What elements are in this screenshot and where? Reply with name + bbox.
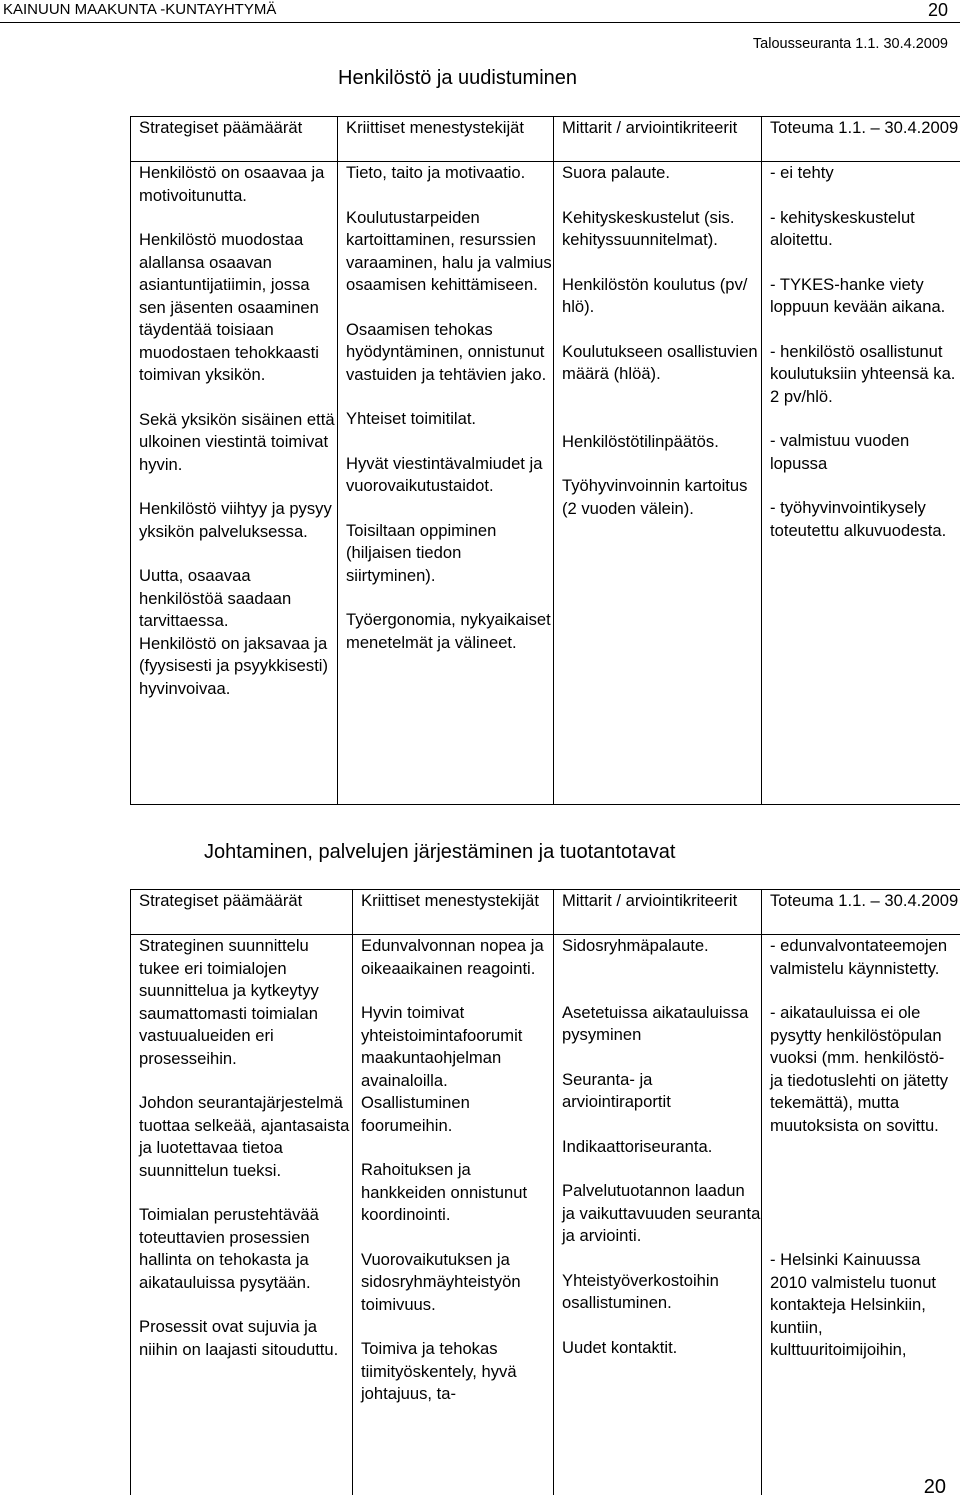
result-text: - valmistuu vuoden lopussa: [770, 431, 910, 473]
table-header-row: [131, 890, 960, 935]
goals-cell: [131, 935, 353, 1496]
metric-text: Asetetuissa aikatauluissa pysyminen: [562, 1002, 749, 1044]
result-text: - edunvalvontateemojen valmistelu käynnistetty.: [770, 936, 948, 978]
factor-text: Toimiva ja tehokas tiimityöskentely, hyvä johtajuus, ta-: [361, 1339, 517, 1403]
success-factors-cell: [338, 162, 554, 805]
factor-text: Vuorovaikutuksen ja sidosryhmäyhteistyön toimivuus.: [361, 1249, 521, 1314]
metric-text: Yhteistyöverkostoihin osallistuminen.: [562, 1270, 719, 1312]
personnel-table: [130, 116, 960, 805]
page-number-bottom: 20: [923, 1476, 946, 1498]
goal-text: Toimialan perustehtävää toteuttavien prosessien hallinta on tehokasta ja aikatauluissa pysytään.: [139, 1205, 319, 1292]
table-row: [131, 935, 960, 1496]
result-text: - kehityskeskustelut aloitettu.: [770, 207, 915, 249]
result-text: - aikatauluissa ei ole pysytty henkilöstöpulan vuoksi (mm. henkilöstö- ja tiedotuslehti on jätetty tekemättä), mutta muutoksista on sovittu.: [770, 1003, 949, 1135]
header-cell: Mittarit / arviointikriteerit: [554, 890, 762, 935]
factor-text: Rahoituksen ja hankkeiden onnistunut koordinointi.: [361, 1160, 528, 1224]
factor-text: Hyvin toimivat yhteistoimintafoorumit maakuntaohjelman avainaloilla. Osallistuminen foorumeihin.: [361, 1003, 523, 1135]
table-row: [131, 162, 960, 805]
metric-text: Indikaattoriseuranta.: [562, 1136, 713, 1156]
header-cell: Toteuma 1.1. – 30.4.2009: [762, 117, 960, 162]
results-cell: [762, 935, 960, 1496]
header-cell: Mittarit / arviointikriteerit: [554, 117, 762, 162]
header-cell: Kriittiset menestystekijät: [338, 117, 554, 162]
factor-text: Koulutustarpeiden kartoittaminen, resurssien varaaminen, halu ja valmius osaamisen kehittämiseen.: [346, 207, 552, 294]
metric-text: Kehityskeskustelut (sis. kehityssuunnitelmat).: [562, 207, 735, 249]
factor-text: Työergonomia, nykyaikaiset menetelmät ja välineet.: [346, 610, 551, 652]
header-cell: Toteuma 1.1. – 30.4.2009: [762, 890, 960, 935]
metrics-cell: [554, 935, 762, 1496]
header-cell: Kriittiset menestystekijät: [353, 890, 554, 935]
metric-text: Uudet kontaktit.: [562, 1337, 678, 1357]
goal-text: Henkilöstö muodostaa alallansa osaavan asiantuntijatiimin, jossa sen jäsenten osaaminen täydentää toisiaan muodostaen tehokkaasti toimivan yksikön.: [139, 230, 319, 384]
metric-text: Palvelutuotannon laadun ja vaikuttavuuden seuranta ja arviointi.: [562, 1181, 761, 1245]
page-number-top: 20: [927, 0, 948, 20]
goal-text: Henkilöstö on jaksavaa ja (fyysisesti ja psyykkisesti) hyvinvoivaa.: [139, 633, 329, 698]
metric-text: Suora palaute.: [562, 163, 670, 182]
header-divider: [0, 22, 960, 23]
goal-text: Strateginen suunnittelu tukee eri toimialojen suunnittelua ja kytkeytyy saumattomasti toimialan vastuualueiden eri prosesseihin.: [139, 936, 319, 1068]
table-header-row: [131, 117, 960, 162]
goal-text: Uutta, osaavaa henkilöstöä saadaan tarvittaessa.: [139, 566, 292, 630]
metric-text: Sidosryhmäpalaute.: [562, 936, 709, 955]
results-cell: [762, 162, 960, 805]
management-table: [130, 889, 960, 1495]
header-cell: Strategiset päämäärät: [131, 890, 353, 935]
result-text: - henkilöstö osallistunut koulutuksiin yhteensä ka. 2 pv/hlö.: [770, 341, 956, 406]
organization-name: KAINUUN MAAKUNTA -KUNTAYHTYMÄ: [3, 1, 277, 18]
factor-text: Osaamisen tehokas hyödyntäminen, onnistunut vastuiden ja tehtävien jako.: [346, 319, 547, 384]
goal-text: Prosessit ovat sujuvia ja niihin on laajasti sitouduttu.: [139, 1317, 339, 1359]
metric-text: Henkilöstön koulutus (pv/ hlö).: [562, 274, 748, 316]
metrics-cell: [554, 162, 762, 805]
report-title: Talousseuranta 1.1. 30.4.2009: [752, 36, 948, 52]
result-text: - Helsinki Kainuussa 2010 valmistelu tuonut kontakteja Helsinkiin, kuntiin, kulttuuritoimijoihin,: [770, 1250, 937, 1359]
metric-text: Työhyvinvoinnin kartoitus (2 vuoden välein).: [562, 476, 748, 518]
factor-text: Edunvalvonnan nopea ja oikeaaikainen reagointi.: [361, 936, 544, 978]
goal-text: Johdon seurantajärjestelmä tuottaa selkeää, ajantasaista ja luotettavaa tietoa suunnittelun tueksi.: [139, 1093, 350, 1180]
success-factors-cell: [353, 935, 554, 1496]
goal-text: Henkilöstö viihtyy ja pysyy yksikön palveluksessa.: [139, 499, 332, 541]
header-cell: Strategiset päämäärät: [131, 117, 338, 162]
factor-text: Hyvät viestintävalmiudet ja vuorovaikutustaidot.: [346, 453, 543, 495]
factor-text: Yhteiset toimitilat.: [346, 409, 477, 428]
section-title-management: Johtaminen, palvelujen järjestäminen ja tuotantotavat: [204, 841, 676, 863]
goal-text: Sekä yksikön sisäinen että ulkoinen viestintä toimivat hyvin.: [139, 409, 335, 474]
metric-text: Seuranta- ja arviointiraportit: [562, 1069, 671, 1111]
metric-text: Koulutukseen osallistuvien määrä (hlöä).: [562, 341, 758, 383]
result-text: - TYKES-hanke viety loppuun kevään aikana.: [770, 274, 946, 316]
goals-cell: [131, 162, 338, 805]
result-text: - työhyvinvointikysely toteutettu alkuvuodesta.: [770, 498, 947, 540]
factor-text: Tieto, taito ja motivaatio.: [346, 163, 526, 182]
result-text: - ei tehty: [770, 163, 834, 182]
goal-text: Henkilöstö on osaavaa ja motivoitunutta.: [139, 163, 325, 205]
metric-text: Henkilöstötilinpäätös.: [562, 431, 719, 451]
section-title-personnel: Henkilöstö ja uudistuminen: [338, 67, 578, 89]
factor-text: Toisiltaan oppiminen (hiljaisen tiedon siirtyminen).: [346, 520, 497, 585]
